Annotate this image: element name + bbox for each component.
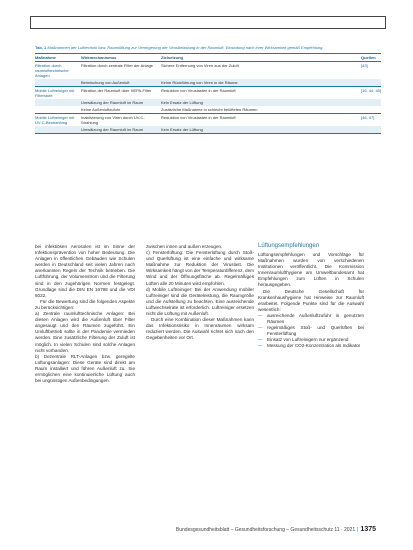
table-cell: Filtration durch raumlufttechnische Anlagen	[35, 63, 69, 78]
table-cell: [16, 44, 45]	[361, 88, 382, 93]
table-cell	[35, 127, 81, 132]
table-caption-label: Tab. 1	[35, 45, 47, 50]
table-row	[35, 114, 381, 126]
page-footer: Bundesgesundheitsblatt – Gesundheitsforschung – Gesundheitsschutz 11 · 2021 | 1375	[175, 526, 376, 533]
paragraph: Die Deutsche Gesellschaft für Krankenhaushygiene hat Hinweise zur Raumluft erarbeitet. Folgende Punkte sind für die Auswahl wesentlich:	[258, 288, 364, 312]
table-cell: [43]	[361, 63, 368, 68]
table-cell: Reduktion von Viruslasten in der Raumluft	[161, 115, 236, 120]
paragraph: Lüftungsempfehlungen und Vorschläge für Maßnahmen wurden von verschiedenen Institutionen veröffentlicht. Die Kommission Innenraumlufthygiene am Umweltbundesamt hat Empfehlungen zum Lüften in Schulen herausgegeben.	[258, 252, 364, 288]
list-item: — Messung der CO2-Konzentration als Indikator	[258, 343, 364, 349]
table-cell: Filtration durch zentrale Filter der Anlage	[81, 63, 154, 68]
table-cell: Filtration der Raumluft über HEPA-Filter	[81, 88, 152, 93]
table-row-group	[35, 62, 381, 87]
paragraph: c) Fensterlüftung: Die Fensterlüftung durch Stoß- und Querlüftung ist eine einfache und wirksame Maßnahme zur Reduktion der Viruslast. Die Wirksamkeit hängt von der Temperaturdifferenz, dem Wind und der Öffnungsfläche ab. Regelmäßiges Lüften alle 20 Minuten wird empfohlen.	[146, 250, 254, 286]
table-header-cell: Zielsetzung	[161, 55, 184, 60]
paragraph: a) Zentrale raumlufttechnische Anlagen: Bei diesen Anlagen wird die Außenluft über Filter angesaugt und den Räumen zugeführt. Ein Umluftbetrieb sollte in der Pandemie vermieden werden. Eine zusätzliche Filterung der Zuluft ist möglich. In vielen Schulen sind solche Anlagen nicht vorhanden.	[35, 311, 135, 353]
table-row-group	[35, 87, 381, 114]
list-item: — regelmäßiges Stoß- und Querlüften bei Fensterlüftung	[258, 325, 364, 337]
table-cell: Reduktion von Viruslasten in der Raumluft	[161, 88, 236, 93]
table-cell: Umwälzung der Raumluft im Raum	[81, 127, 144, 132]
table-header-cell: Quellen	[361, 55, 376, 60]
table-cell: Sichere Entfernung von Viren aus der Zuluft	[161, 63, 239, 68]
table-cell	[35, 80, 81, 85]
table-row	[35, 79, 381, 86]
table-cell	[361, 107, 381, 112]
table-cell: [46, 47]	[361, 115, 375, 120]
paragraph: Durch eine Kombination dieser Maßnahmen kann das Infektionsrisiko in Innenräumen wirksam reduziert werden. Die Auswahl richtet sich nach den Gegebenheiten vor Ort.	[146, 317, 254, 341]
table-cell	[361, 80, 381, 85]
table-header-cell: Maßnahme	[35, 55, 56, 60]
text-column-1	[35, 244, 135, 384]
table-cell	[361, 127, 381, 132]
paragraph: b) Dezentrale RLT-Anlagen bzw. geregelte Lüftungsanlagen: Diese Geräte sind direkt am Raum installiert und führen Außenluft zu. Sie ermöglichen eine kontinuierliche Lüftung auch bei ungünstigen Außenbedingungen.	[35, 353, 135, 384]
text-column-3	[258, 244, 364, 350]
table-caption-text: Maßnahmen der Lufttechnik bzw. Raumlüftung zur Verringerung der Virusbelastung in der Raumluft, Einstufung nach ihrer Wirksamkeit gemäß Empfehlung.	[47, 45, 324, 50]
text-column-2	[146, 244, 254, 342]
table-cell: Keine Rückführung von Viren in die Räume	[161, 80, 238, 85]
table-header-cell: Wirkmechanismus	[81, 55, 117, 60]
table-cell: Kein Ersatz der Lüftung	[161, 100, 203, 105]
paragraph: bei infektiösen Aerosolen ist im Sinne der Infektionsprävention von hoher Bedeutung. Die Anlagen in öffentlichen Gebäuden wie Schulen werden in Deutschland seit vielen Jahren nach anerkannten Regeln der Technik betrieben. Die Luftführung, der Volumenstrom und die Filterung sind in den zugehörigen Normen festgelegt. Grundlage sind die DIN EN 16798 und die VDI 6022.	[35, 244, 135, 298]
paragraph: zwischen innen und außen erzeugen.	[146, 244, 223, 249]
table-row	[35, 62, 381, 79]
table	[35, 44, 381, 134]
table-row-group	[35, 114, 381, 134]
list-item: — Einsatz von Luftreinigern nur ergänzend	[258, 337, 364, 343]
table-caption	[35, 44, 381, 53]
section-heading: Lüftungsempfehlungen	[258, 243, 320, 249]
paragraph: d) Mobile Luftreiniger: Bei der Anwendung mobiler Luftreiniger sind die Geräteleistung, die Raumgröße und die Aufstellung zu beachten. Eine ausreichende Luftwechselrate ist erforderlich. Luftreiniger ersetzen nicht die Lüftung mit Außenluft.	[146, 286, 254, 317]
table-cell	[35, 107, 81, 112]
journal-name: Bundesgesundheitsblatt – Gesundheitsforschung – Gesundheitsschutz 11 · 2021	[175, 527, 356, 533]
table-cell: Inaktivierung von Viren durch UV-C-Strahlung	[81, 115, 145, 125]
table-row	[35, 126, 381, 133]
table-cell: Keine Außenluftzufuhr	[81, 107, 121, 112]
bullet-list	[258, 313, 364, 350]
table-row	[35, 106, 381, 113]
table-row	[35, 87, 381, 99]
list-item: — ausreichende Außenluftzufuhr in genutzten Räumen	[258, 313, 364, 325]
table-header-row	[35, 53, 381, 62]
page-number: 1375	[360, 526, 376, 533]
header-bar	[30, 16, 386, 29]
table-cell	[361, 100, 381, 105]
table-cell: Mobile Luftreiniger mit Filterstufe	[35, 88, 75, 98]
table-cell	[35, 100, 81, 105]
table-cell: Kein Ersatz der Lüftung	[161, 127, 203, 132]
table-cell: Beimischung von Außenluft	[81, 80, 130, 85]
table-row	[35, 99, 381, 106]
table-cell: Zusätzliche Maßnahme in schlecht belüfteten Räumen	[161, 107, 258, 112]
paragraph: Für die Bewertung sind die folgenden Aspekte zu berücksichtigen:	[35, 298, 135, 310]
table-cell: Umwälzung der Raumluft im Raum	[81, 100, 144, 105]
table-cell: Mobile Luftreiniger mit UV-C-Bestrahlung	[35, 115, 75, 125]
